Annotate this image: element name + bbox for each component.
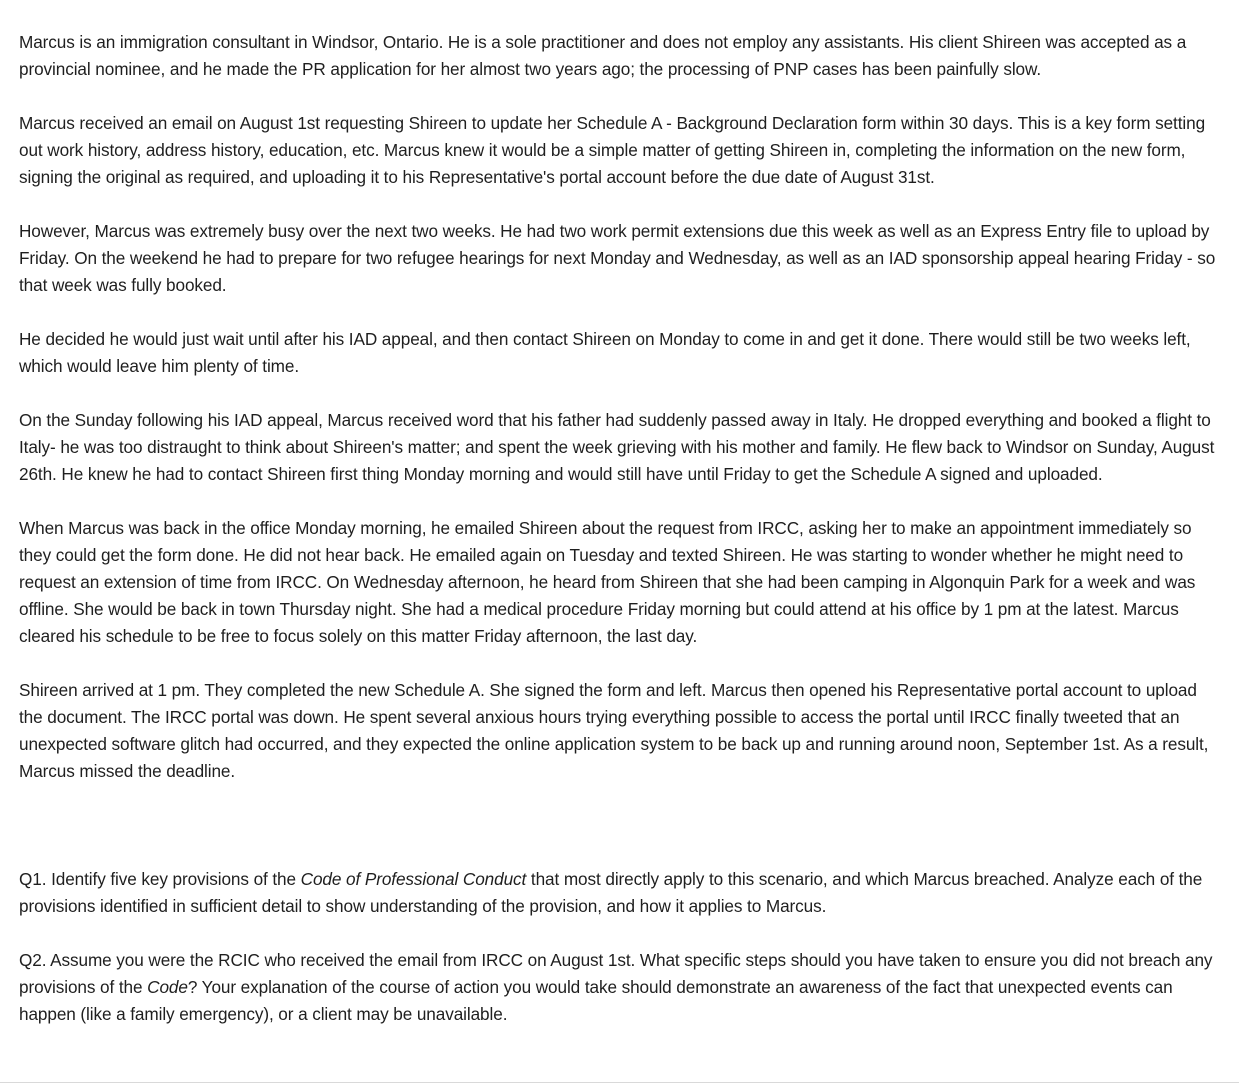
question-1-text-end: that most directly apply to this scenario, and which Marcus breached. Analyze each of the provisions identified in sufficient detail to show understanding of the provision, and how it applies to Marcus. <box>19 869 1203 916</box>
question-1 <box>19 866 1222 920</box>
scenario-paragraph-5: On the Sunday following his IAD appeal, Marcus received word that his father had suddenly passed away in Italy. He dropped everything and booked a flight to Italy- he was too distraught to think about Shireen's matter; and spent the week grieving with his mother and family. He flew back to Windsor on Sunday, August 26th. He knew he had to contact Shireen first thing Monday morning and would still have until Friday to get the Schedule A signed and uploaded. <box>19 410 1215 484</box>
question-1-code-title: Code of Professional Conduct <box>300 869 527 889</box>
question-2 <box>19 947 1222 1028</box>
question-2-text-end: ? Your explanation of the course of action you would take should demonstrate an awareness of the fact that unexpected events can happen (like a family emergency), or a client may be unavailable. <box>19 977 1173 1024</box>
question-2-code-title: Code <box>147 977 188 997</box>
document-body <box>19 29 1222 1055</box>
section-spacer <box>19 812 1222 866</box>
scenario-paragraph-6: When Marcus was back in the office Monday morning, he emailed Shireen about the request from IRCC, asking her to make an appointment immediately so they could get the form done. He did not hear back. He emailed again on Tuesday and texted Shireen. He was starting to wonder whether he might need to request an extension of time from IRCC. On Wednesday afternoon, he heard from Shireen that she had been camping in Algonquin Park for a week and was offline. She would be back in town Thursday night. She had a medical procedure Friday morning but could attend at his office by 1 pm at the latest. Marcus cleared his schedule to be free to focus solely on this matter Friday afternoon, the last day. <box>19 518 1196 646</box>
scenario-paragraph-1: Marcus is an immigration consultant in Windsor, Ontario. He is a sole practitioner and does not employ any assistants. His client Shireen was accepted as a provincial nominee, and he made the PR application for her almost two years ago; the processing of PNP cases has been painfully slow. <box>19 32 1187 79</box>
question-2-text-start: Q2. Assume you were the RCIC who received the email from IRCC on August 1st. What specific steps should you have taken to ensure you did not breach any provisions of the <box>19 950 1213 997</box>
scenario-paragraph-4: He decided he would just wait until after his IAD appeal, and then contact Shireen on Monday to come in and get it done. There would still be two weeks left, which would leave him plenty of time. <box>19 329 1191 376</box>
scenario-paragraph-2: Marcus received an email on August 1st requesting Shireen to update her Schedule A - Background Declaration form within 30 days. This is a key form setting out work history, address history, education, etc. Marcus knew it would be a simple matter of getting Shireen in, completing the information on the new form, signing the original as required, and uploading it to his Representative's portal account before the due date of August 31st. <box>19 113 1206 187</box>
question-1-text-start: Q1. Identify five key provisions of the <box>19 869 301 889</box>
scenario-paragraph-7: Shireen arrived at 1 pm. They completed the new Schedule A. She signed the form and left. Marcus then opened his Representative portal account to upload the document. The IRCC portal was down. He spent several anxious hours trying everything possible to access the portal until IRCC finally tweeted that an unexpected software glitch had occurred, and they expected the online application system to be back up and running around noon, September 1st. As a result, Marcus missed the deadline. <box>19 680 1209 781</box>
scenario-paragraph-3: However, Marcus was extremely busy over the next two weeks. He had two work permit extensions due this week as well as an Express Entry file to upload by Friday. On the weekend he had to prepare for two refugee hearings for next Monday and Wednesday, as well as an IAD sponsorship appeal hearing Friday - so that week was fully booked. <box>19 221 1216 295</box>
bottom-divider <box>0 1082 1239 1083</box>
